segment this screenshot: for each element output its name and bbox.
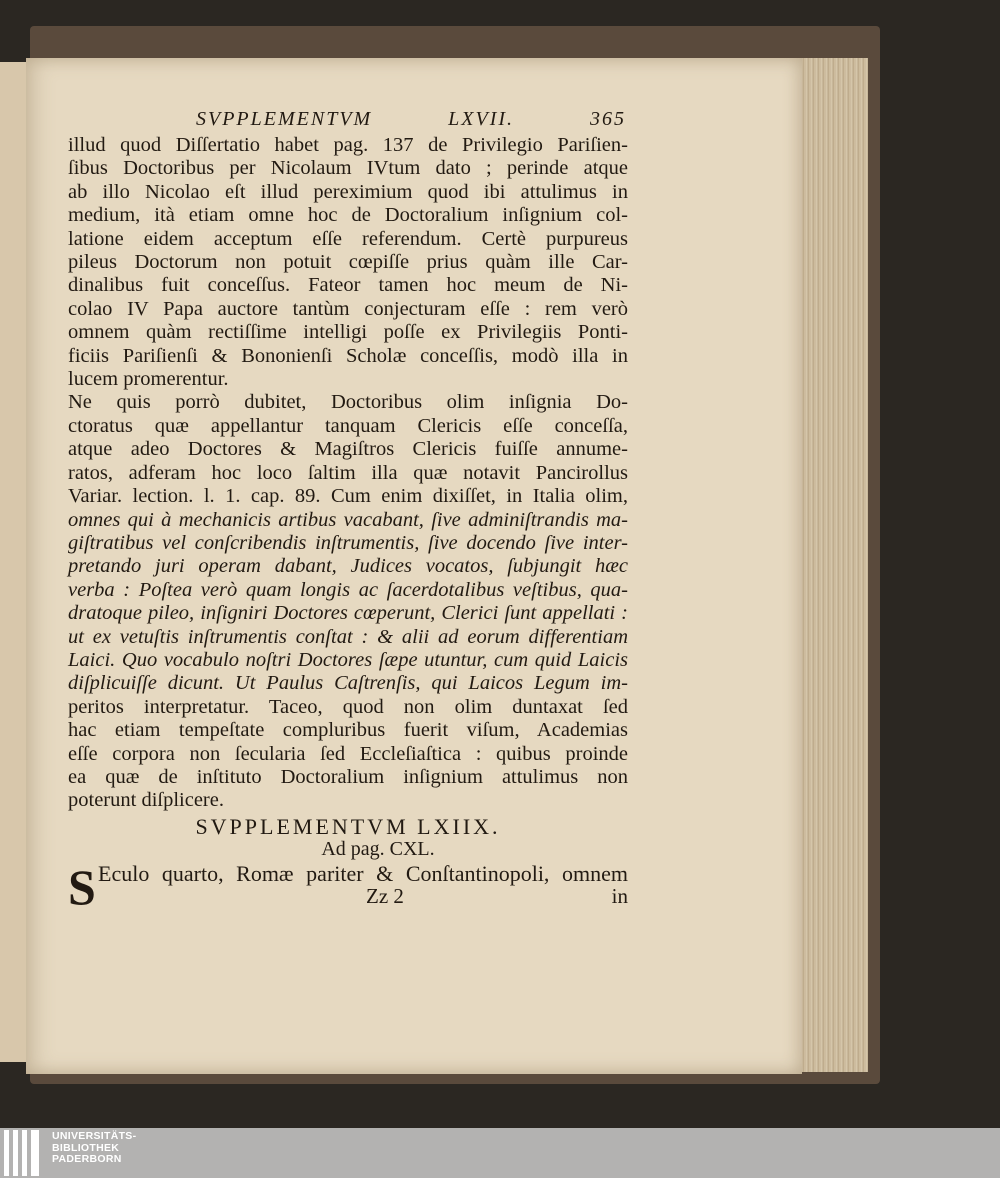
text-line: colao IV Papa auctore tantùm conjecturam eſſe : rem verò	[68, 297, 628, 320]
page-number: 365	[589, 108, 626, 130]
text-line: diſplicuiſſe dicunt. Ut Paulus Caſtrenſis, qui Laicos Legum im-	[68, 672, 628, 695]
section-heading: SVPPLEMENTVM LXIIX.	[195, 813, 501, 839]
page-edges	[800, 58, 868, 1072]
text-line: dratoque pileo, inſigniri Doctores cœperunt, Clerici ſunt appellati :	[68, 602, 628, 625]
text-line: medium, ità etiam omne hoc de Doctoralium inſignium col-	[68, 204, 628, 227]
page-text	[68, 108, 628, 915]
text-line: ficiis Pariſienſi & Bononienſi Scholæ conceſſis, modò illa in	[68, 344, 628, 367]
text-line: pretando juri operam dabant, Judices vocatos, ſubjungit hæc	[68, 555, 628, 578]
text-line: ratos, adferam hoc loco ſaltim illa quæ notavit Pancirollus	[68, 461, 628, 484]
text-line: ſibus Doctoribus per Nicolaum IVtum dato ; perinde atque	[68, 157, 628, 180]
text-line: ut ex vetuſtis inſtrumentis conſtat : & alii ad eorum differentiam	[68, 625, 628, 648]
paragraph-2	[68, 391, 628, 812]
text-line: Ne quis porrò dubitet, Doctoribus olim inſignia Do-	[68, 391, 628, 414]
library-logo-icon	[4, 1130, 44, 1176]
text-line: peritos interpretatur. Taceo, quod non olim duntaxat ſed	[68, 695, 628, 718]
text-line: dinalibus fuit conceſſus. Fateor tamen hoc meum de Ni-	[68, 274, 628, 297]
text-line: Laici. Quo vocabulo noſtri Doctores ſæpe utuntur, cum quid Laicis	[68, 648, 628, 671]
drop-cap: S	[68, 858, 96, 915]
text-line: illud quod Diſſertatio habet pag. 137 de Privilegio Pariſien-	[68, 134, 628, 156]
text-line: poterunt diſplicere.	[68, 789, 224, 812]
text-line: ctoratus quæ appellantur tanquam Clericis eſſe conceſſa,	[68, 414, 628, 437]
text-line: ea quæ de inſtituto Doctoralium inſignium attulimus non	[68, 765, 628, 788]
text-line: verba : Poſtea verò quam longis ac ſacerdotalibus veſtibus, qua-	[68, 578, 628, 601]
text-line: omnes qui à mechanicis artibus vacabant, ſive adminiſtrandis ma-	[68, 508, 628, 531]
text-line: eſſe corpora non ſecularia ſed Eccleſiaſtica : quibus proinde	[68, 742, 628, 765]
text-line: giſtratibus vel conſcribendis inſtrumentis, ſive docendo ſive inter-	[68, 531, 628, 554]
opening-line-text: Eculo quarto, Romæ pariter & Conſtantinopoli, omnem	[98, 860, 628, 886]
text-line: ab illo Nicolao eſt illud pereximium quod ibi attulimus in	[68, 180, 628, 203]
library-name	[52, 1131, 136, 1166]
library-footer-bar	[0, 1128, 1000, 1178]
supplement-number: LXVII.	[448, 108, 515, 130]
text-line: atque adeo Doctores & Magiſtros Clericis fuiſſe annume-	[68, 438, 628, 461]
text-line: omnem quàm rectiſſime intelligi poſſe ex Privilegiis Ponti-	[68, 321, 628, 344]
text-line: lucem promerentur.	[68, 368, 229, 391]
running-title: SVPPLEMENTVM	[196, 108, 373, 130]
library-name-line-3: PADERBORN	[52, 1153, 122, 1165]
text-line: pileus Doctorum non potuit cœpiſſe prius quàm ille Car-	[68, 251, 628, 274]
signature-mark: Zz 2	[366, 884, 404, 908]
running-header	[196, 108, 626, 134]
library-name-line-1: UNIVERSITÄTS-	[52, 1130, 137, 1142]
page-footer	[366, 885, 628, 908]
text-line: latione eidem acceptum eſſe referendum. Certè purpureus	[68, 227, 628, 250]
section-subheading: Ad pag. CXL.	[321, 838, 435, 861]
text-line: hac etiam tempeſtate compluribus fuerit viſum, Academias	[68, 719, 628, 742]
library-name-line-2: BIBLIOTHEK	[52, 1141, 120, 1154]
left-page-edge	[0, 62, 29, 1062]
catchword: in	[611, 884, 628, 908]
paragraph-1	[68, 134, 628, 391]
text-line: Variar. lection. l. 1. cap. 89. Cum enim dixiſſet, in Italia olim,	[68, 485, 628, 508]
